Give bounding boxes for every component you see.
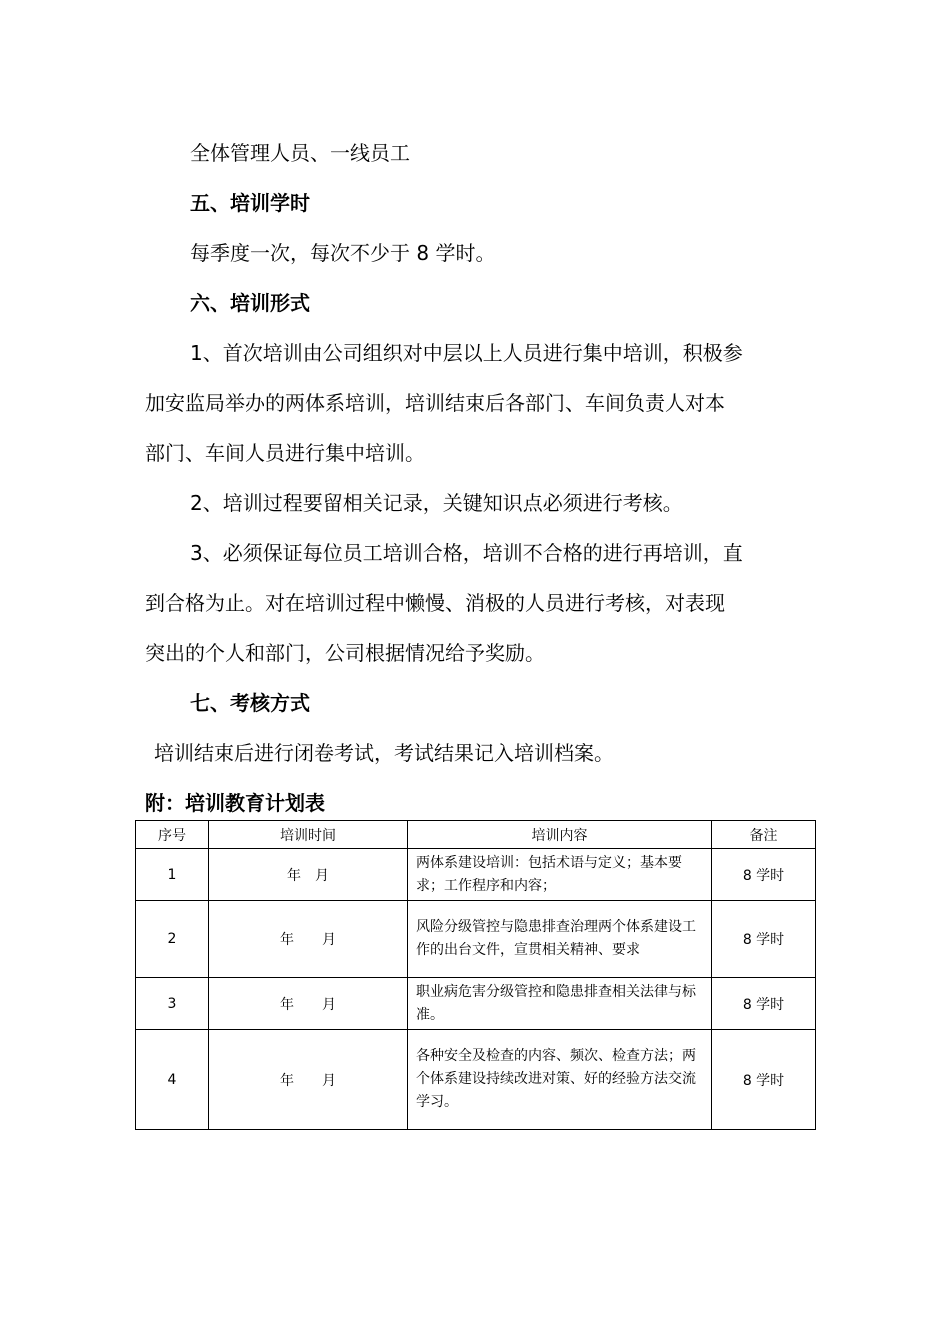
table-row (136, 1030, 816, 1130)
paragraph-form-3-line2: 到合格为止。对在培训过程中懒慢、消极的人员进行考核，对表现 (145, 591, 725, 615)
header-no: 序号 (136, 821, 209, 849)
paragraph-form-2: 2、培训过程要留相关记录，关键知识点必须进行考核。 (190, 491, 683, 515)
cell-time: 年 月 (209, 849, 408, 901)
paragraph-hours: 每季度一次，每次不少于 8 学时。 (190, 241, 496, 265)
header-note: 备注 (712, 821, 816, 849)
cell-no: 4 (136, 1030, 209, 1130)
paragraph-form-1-line1: 1、首次培训由公司组织对中层以上人员进行集中培训，积极参 (190, 341, 743, 365)
table-row (136, 978, 816, 1030)
paragraph-participants: 全体管理人员、一线员工 (190, 141, 410, 165)
cell-content: 风险分级管控与隐患排查治理两个体系建设工作的出台文件，宣贯相关精神、要求 (408, 901, 712, 978)
heading-training-hours: 五、培训学时 (190, 191, 310, 215)
table-header-row (136, 821, 816, 849)
table-row (136, 901, 816, 978)
cell-content: 各种安全及检查的内容、频次、检查方法；两个体系建设持续改进对策、好的经验方法交流学习。 (408, 1030, 712, 1130)
cell-note: 8 学时 (712, 978, 816, 1030)
cell-time: 年 月 (209, 1030, 408, 1130)
cell-no: 2 (136, 901, 209, 978)
paragraph-form-1-line3: 部门、车间人员进行集中培训。 (145, 441, 425, 465)
cell-note: 8 学时 (712, 849, 816, 901)
cell-content: 两体系建设培训：包括术语与定义；基本要求；工作程序和内容； (408, 849, 712, 901)
appendix-title: 附：培训教育计划表 (145, 791, 325, 815)
cell-time: 年 月 (209, 978, 408, 1030)
cell-time: 年 月 (209, 901, 408, 978)
cell-note: 8 学时 (712, 1030, 816, 1130)
training-plan-table (135, 820, 816, 1130)
header-time: 培训时间 (209, 821, 408, 849)
heading-training-form: 六、培训形式 (190, 291, 310, 315)
cell-no: 3 (136, 978, 209, 1030)
cell-content: 职业病危害分级管控和隐患排查相关法律与标准。 (408, 978, 712, 1030)
paragraph-form-3-line3: 突出的个人和部门，公司根据情况给予奖励。 (145, 641, 545, 665)
paragraph-form-1-line2: 加安监局举办的两体系培训，培训结束后各部门、车间负责人对本 (145, 391, 725, 415)
cell-note: 8 学时 (712, 901, 816, 978)
cell-no: 1 (136, 849, 209, 901)
header-content: 培训内容 (408, 821, 712, 849)
paragraph-assessment: 培训结束后进行闭卷考试，考试结果记入培训档案。 (154, 741, 614, 765)
table-row (136, 849, 816, 901)
paragraph-form-3-line1: 3、必须保证每位员工培训合格，培训不合格的进行再培训，直 (190, 541, 743, 565)
heading-assessment: 七、考核方式 (190, 691, 310, 715)
